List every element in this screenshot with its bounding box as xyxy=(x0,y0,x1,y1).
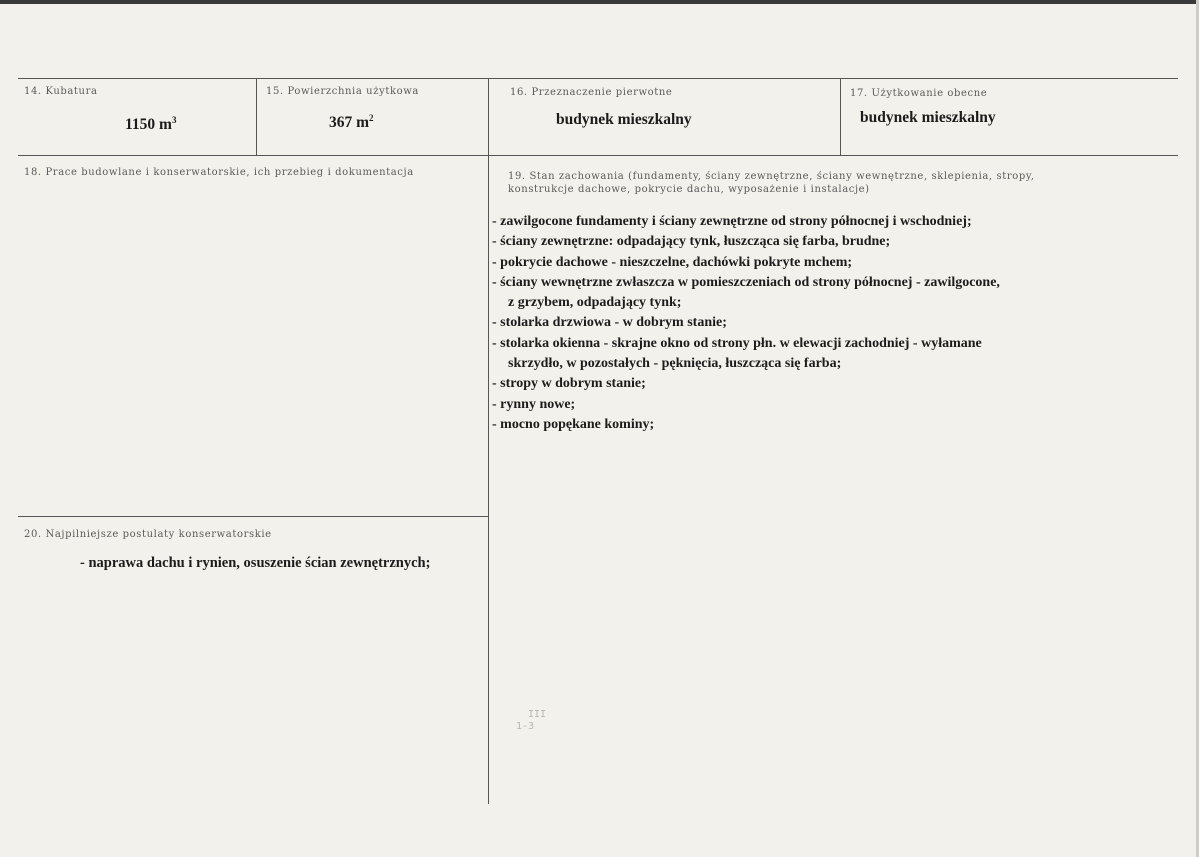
condition-item-text: - pokrycie dachowe - nieszczelne, dachówki pokryte mchem; xyxy=(492,254,853,270)
condition-item-continuation: skrzydło, w pozostałych - pęknięcia, łuszcząca się farba; xyxy=(508,356,842,372)
col-divider-1 xyxy=(256,79,257,156)
field-uzytkowanie-value: budynek mieszkalny xyxy=(860,109,996,126)
condition-item-text: - mocno popękane kominy; xyxy=(492,416,655,432)
faint-stamp xyxy=(516,709,547,733)
field-stan-label-line2: konstrukcje dachowe, pokrycie dachu, wyposażenie i instalacje) xyxy=(508,184,870,195)
field-powierzchnia-value xyxy=(329,113,374,132)
col-divider-2 xyxy=(488,79,489,804)
condition-item-text: - rynny nowe; xyxy=(492,396,576,412)
condition-item xyxy=(492,212,1092,232)
faint-stamp-line1: III xyxy=(528,709,547,720)
page-top-edge xyxy=(0,0,1199,4)
table-row1-bottom-rule xyxy=(18,155,1178,156)
field-prace-label: 18. Prace budowlane i konserwatorskie, ich przebieg i dokumentacja xyxy=(24,167,414,178)
condition-item xyxy=(492,232,1092,252)
condition-item xyxy=(492,253,1092,273)
condition-item-text: - ściany zewnętrzne: odpadający tynk, łuszcząca się farba, brudne; xyxy=(492,234,891,250)
faint-stamp-line2: 1-3 xyxy=(516,721,535,732)
condition-item xyxy=(492,273,1092,314)
field-kubatura-label: 14. Kubatura xyxy=(24,86,98,97)
condition-item xyxy=(492,415,1092,435)
condition-item xyxy=(492,334,1092,375)
field-kubatura-value xyxy=(125,115,176,134)
table-top-rule xyxy=(18,78,1178,79)
field-uzytkowanie-label: 17. Użytkowanie obecne xyxy=(850,88,988,99)
field-postulaty-value: - naprawa dachu i rynien, osuszenie ścian zewnętrznych; xyxy=(80,555,431,571)
left-column-divider-rule xyxy=(18,516,488,517)
field-przeznaczenie-label: 16. Przeznaczenie pierwotne xyxy=(510,87,673,98)
condition-item-text: - stolarka drzwiowa - w dobrym stanie; xyxy=(492,315,727,331)
condition-item xyxy=(492,313,1092,333)
condition-item-text: - ściany wewnętrzne zwłaszcza w pomieszczeniach od strony północnej - zawilgocone, xyxy=(492,274,1000,290)
condition-item-text: - stropy w dobrym stanie; xyxy=(492,376,646,392)
field-postulaty-label: 20. Najpilniejsze postulaty konserwatorskie xyxy=(24,529,272,540)
field-przeznaczenie-value: budynek mieszkalny xyxy=(556,111,692,128)
condition-item xyxy=(492,395,1092,415)
field-powierzchnia-number: 367 m xyxy=(329,114,370,132)
field-kubatura-number: 1150 m xyxy=(125,116,172,134)
condition-item-continuation: z grzybem, odpadający tynk; xyxy=(508,295,682,311)
field-stan-label-line1: 19. Stan zachowania (fundamenty, ściany zewnętrzne, ściany wewnętrzne, sklepienia, stropy, xyxy=(508,171,1035,182)
field-powierzchnia-label: 15. Powierzchnia użytkowa xyxy=(266,86,419,97)
condition-item xyxy=(492,374,1092,394)
condition-item-text: - stolarka okienna - skrajne okno od strony płn. w elewacji zachodniej - wyłamane xyxy=(492,335,982,351)
field-kubatura-exponent: 3 xyxy=(171,115,177,125)
field-powierzchnia-exponent: 2 xyxy=(369,113,374,123)
condition-item-text: - zawilgocone fundamenty i ściany zewnętrzne od strony północnej i wschodniej; xyxy=(492,214,972,229)
condition-list xyxy=(492,212,1092,435)
col-divider-3 xyxy=(840,79,841,156)
